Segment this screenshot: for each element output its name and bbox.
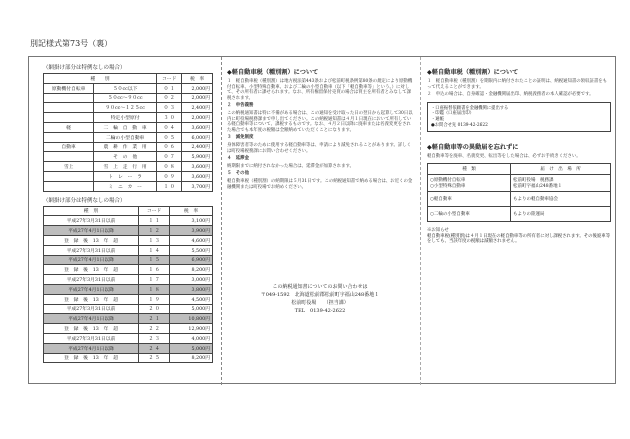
rate2-name: 平成27年3月31日以前 [44,304,139,314]
rate-kind: 農 耕 作 業 用 [94,142,157,152]
rate2-code: ２ ２ [139,324,170,334]
right-paragraph-3: 軽自動車等を廃車、名義変更、転出等をした場合は、必ずお手続きください。 [427,154,581,160]
rate2-row [44,343,213,353]
rate-code: ０ ７ [157,152,182,162]
rate2-row [44,353,213,363]
page-label: 別記様式第73号（裏） [30,39,113,48]
rate-row [44,181,213,191]
rate-kind: ５０cc～９０cc [94,93,157,103]
rate-code: ０ ９ [157,171,182,181]
rate-value: 2,400円 [182,103,213,113]
middle-paragraph-5: 軽自動車税（種別割）の納期限は５月31日です。この納税通知書で納める場合は、お近くの金融機関または町役場でお納めください。 [227,178,413,190]
rate2-name: 登 録 後 13 年 超 [44,324,139,334]
contact-line-1: この納税通知書についてのお問い合わせは [272,284,368,290]
rate-table [43,73,213,192]
right-heading-2: ◆軽自動車等の異動届を忘れずに [427,144,519,152]
tax-notice-sheet [28,56,616,384]
rate2-name: 平成27年3月31日以前 [44,333,139,343]
rate-table2-header-kind: 種 別 [44,206,139,216]
rate2-name: 登 録 後 13 年 超 [44,294,139,304]
rate-code: ３ ０ [157,113,182,123]
notification-table [427,163,611,222]
rate2-code: １ ４ [139,245,170,255]
rate-value: 2,400円 [182,142,213,152]
bank-transfer-box [427,102,611,132]
rate2-code: ２ ３ [139,333,170,343]
rate-group [44,93,94,103]
rate2-row [44,324,213,334]
rate2-row [44,275,213,285]
notify-place-3: もよりの陸運局 [511,206,611,221]
middle-paragraph-3: 身体障害者等のために使用する軽自動車等は、申請により減免されることがあります。詳しくは町役場税務課にお問い合わせください。 [227,142,412,154]
rate2-name: 平成27年3月31日以前 [44,216,139,226]
rate2-code: １ ６ [139,265,170,275]
rate2-row [44,314,213,324]
contact-line-2: 〒049-1592 北海道松前郡松前町字福山248番地１ [260,292,380,298]
rate2-row [44,226,213,236]
middle-paragraph-2: この納税通知書は特に不備がある場合は、この通知を受け取った日の翌日から起算して30日以内に町役場税務課まで申し出てください。この納税通知書は４月１日現在において所有している軽自動車等について、課税するものです。なお、４月２日以降に廃車または名義変更をされた場合でも本年度の税額は全額納めていただくことになります。 [227,110,413,133]
rate-kind: ミ ニ カ ー [94,181,157,191]
rate-value: 5,900円 [182,152,213,162]
notify-place-2: もよりの軽自動車協会 [511,191,611,206]
rate2-name: 平成27年3月31日以前 [44,275,139,285]
middle-subheading-4: ４ 延滞金 [227,156,249,162]
right-paragraph-1: １ 軽自動車税（種別割）を期限内に納付されたことの証明は、納税通知書の領収証書をもって代えることができます。 [427,79,608,90]
right-column [427,67,611,245]
rate2-row [44,284,213,294]
rate2-code: ２ ５ [139,353,170,363]
rate2-rate: 5,000円 [170,304,213,314]
rate-value: 3,700円 [182,181,213,191]
rate2-row [44,255,213,265]
rate2-rate: 5,000円 [170,343,213,353]
middle-paragraph-1: １ 軽自動車税（種別割）は地方税法第443条および松前町税条例第80条の規定により原動機付自転車、小型特殊自動車、および二輪の小型自動車（以下「軽自動車等」という。）に対して、その所有者に課せられます。なお、所有権留保付売買の場合は買主を所有者とみなして課税されます。 [227,79,413,101]
rate2-row [44,304,213,314]
rate-group [44,152,94,162]
rate-group: 軽 [44,122,94,132]
notify-row-place [511,174,611,191]
notify-kind-3: ○二輪の小型自動車 [428,206,511,221]
rate-row [44,103,213,113]
rate2-rate: 3,800円 [170,284,213,294]
rate2-name: 平成27年3月31日以前 [44,245,139,255]
rate-kind: 特定小型原付 [94,113,157,123]
middle-subheading-3: ３ 減免制度 [227,135,254,141]
rate-kind: 雪 上 走 行 用 [94,162,157,172]
rate-table-header-kind: 種 別 [44,74,157,84]
rate-value: 2,000円 [182,113,213,123]
middle-heading: ◆軽自動車税（種別割）について [227,69,319,76]
bank-line-1: ・口座振替依頼書を金融機関に提出する [431,105,509,111]
rate-kind: ５０cc以下 [94,83,157,93]
rate-kind: そ の 他 [94,152,157,162]
rate2-code: １ ２ [139,226,170,236]
rate2-row [44,245,213,255]
rate-code: ０ ４ [157,122,182,132]
rate-table2-header-rate: 税 率 [170,206,213,216]
rate2-code: ２ ４ [139,343,170,353]
right-heading: ◆軽自動車税（種別割）について [427,69,519,76]
rate-code: ０ ８ [157,162,182,172]
rate2-row [44,294,213,304]
rate2-rate: 8,200円 [170,353,213,363]
bank-line-3: ・通帳 [431,116,444,122]
rate-row [44,132,213,142]
rate2-code: ２ １ [139,314,170,324]
rate-code: ０ ５ [157,132,182,142]
contact-line-4: TEL 0139-42-2622 [294,308,346,314]
contact-line-3: 松前町役場 （担当課） [291,300,349,306]
rate-value: 3,600円 [182,162,213,172]
middle-column [227,67,415,192]
middle-subheading-5: ５ その他 [227,171,249,177]
rate-row [44,122,213,132]
rate-code: ０ ３ [157,103,182,113]
rate-table2-header-code: コード [139,206,170,216]
rate-kind: ９０cc～１２５cc [94,103,157,113]
rate2-name: 平成27年4月1日以降 [44,255,139,265]
rate-row [44,83,213,93]
rate-group [44,103,94,113]
rate2-rate: 8,200円 [170,265,213,275]
rate-table-section [43,63,213,363]
rate-value: 3,600円 [182,122,213,132]
rate2-rate: 6,900円 [170,255,213,265]
rate-value: 2,000円 [182,83,213,93]
rate2-rate: 3,100円 [170,216,213,226]
notice-block [427,228,611,245]
rate-value: 3,600円 [182,171,213,181]
rate2-name: 平成27年4月1日以降 [44,284,139,294]
rate-table-header-code: コード [157,74,182,84]
notify-kind-0: ○原動機付自転車 [430,177,466,183]
rate2-code: １ ９ [139,294,170,304]
rate-group [44,132,94,142]
rate2-rate: 3,900円 [170,226,213,236]
rate-code: ０ １ [157,83,182,93]
rate2-name: 登 録 後 13 年 超 [44,265,139,275]
rate-row [44,113,213,123]
middle-paragraph-4: 納期限までに納付されなかった場合は、延滞金が加算されます。 [227,163,354,169]
notify-kind-2: ○軽自動車 [428,191,511,206]
rate2-name: 平成27年4月1日以降 [44,343,139,353]
rate2-code: １ １ [139,216,170,226]
right-paragraph-2: ２ 申込の場合は、自身確認・金融機関届出印、納税義務者の本人確認が必要です。 [427,92,594,98]
bank-line-4: ●お問合せ先 0139-42-2622 [431,122,488,128]
rate2-code: ２ ０ [139,304,170,314]
rate2-rate: 12,900円 [170,324,213,334]
rate2-row [44,235,213,245]
rate2-name: 登 録 後 13 年 超 [44,235,139,245]
rate-table-header-rate: 税 率 [182,74,213,84]
rate2-rate: 5,500円 [170,245,213,255]
rate-group [44,113,94,123]
rate2-name: 登 録 後 13 年 超 [44,353,139,363]
rate2-rate: 4,000円 [170,333,213,343]
rate2-rate: 3,000円 [170,275,213,285]
rate2-name: 平成27年4月1日以降 [44,314,139,324]
notify-kind-1: ○小型特殊自動車 [430,183,466,189]
rate-kind: 二輪の小型自動車 [94,132,157,142]
rate-kind: 二 輪 自 動 車 [94,122,157,132]
notify-header-kind: 種 類 [428,163,511,174]
rate-kind: ト レ ー ラ [94,171,157,181]
rate2-row [44,216,213,226]
rate-group: 原動機付自転車 [44,83,94,93]
rate-code: ０ ２ [157,93,182,103]
rate2-code: １ ７ [139,275,170,285]
rate-row [44,171,213,181]
middle-subheading-2: ２ 申告義務 [227,103,254,109]
rate-group [44,171,94,181]
rate-table2-caption: （網掛け部分は特例なしの場合） [43,197,126,204]
fold-line-left [221,57,222,385]
rate-group: 自動車 [44,142,94,152]
rate-table-caption: （網掛け部分は特例なしの場合） [43,65,126,71]
rate2-code: １ ３ [139,235,170,245]
rate2-row [44,333,213,343]
fold-line-right [420,57,421,385]
notice-heading: ※お知らせ [427,227,449,233]
rate2-code: １ ５ [139,255,170,265]
notify-row-kind [428,174,511,191]
rate-row [44,152,213,162]
bank-line-2: ・印鑑（口座届出印） [431,111,474,117]
notice-text: 軽自動車税(種別割)は４月１日現在の軽自動車等の所有者に対し課税されます。その後廃車等をしても、当該年度の税額は減額されません。 [427,233,611,245]
rate-table-2 [43,206,213,364]
rate-group [44,181,94,191]
rate-row [44,142,213,152]
contact-info [225,283,415,315]
notify-place-1: 松前町字福山248番地１ [513,183,563,189]
rate2-name: 平成27年4月1日以降 [44,226,139,236]
rate-code: ０ ６ [157,142,182,152]
rate2-rate: 4,600円 [170,235,213,245]
rate2-rate: 10,800円 [170,314,213,324]
rate2-row [44,265,213,275]
notify-place-0: 松前町役場 税務課 [513,177,554,183]
rate-value: 2,000円 [182,93,213,103]
notify-header-place: 届 け 出 場 所 [511,163,611,174]
rate-value: 6,000円 [182,132,213,142]
rate-row [44,93,213,103]
rate-group: 雪上 [44,162,94,172]
rate-code: １ ０ [157,181,182,191]
rate-row [44,162,213,172]
rate2-code: １ ８ [139,284,170,294]
rate2-rate: 4,500円 [170,294,213,304]
